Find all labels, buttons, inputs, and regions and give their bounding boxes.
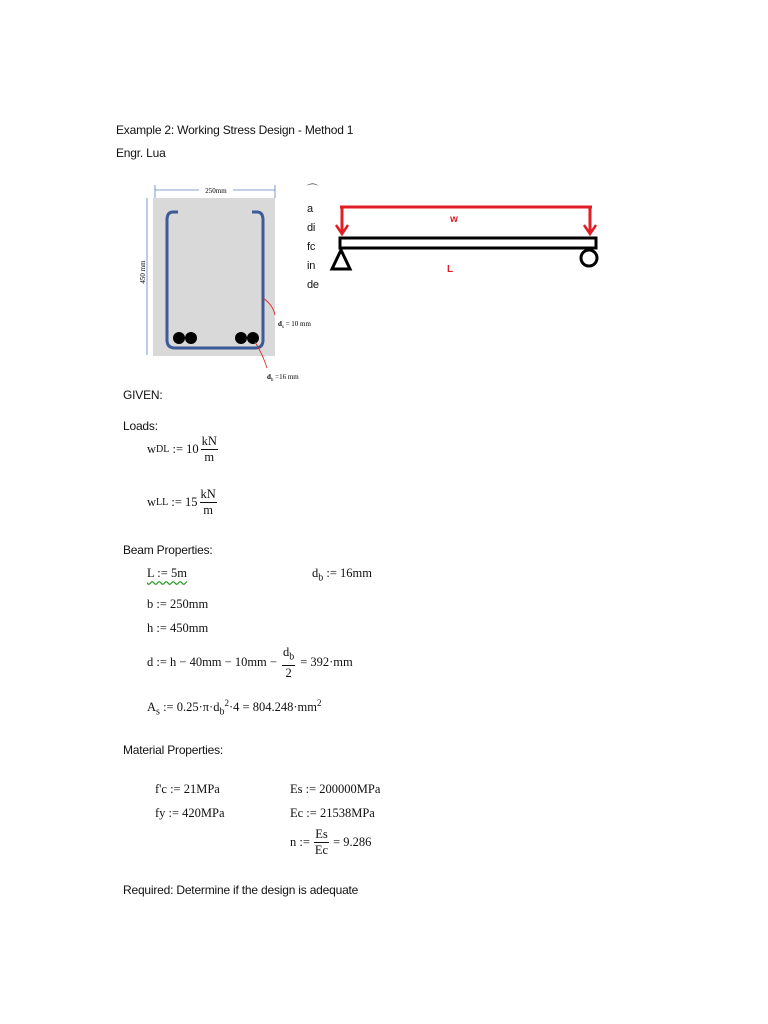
rebar-3 (235, 332, 247, 344)
given-heading: GIVEN: (123, 388, 163, 402)
live-load-equation: w LL := 15 $\frac{kN}{m}$ (147, 487, 216, 517)
steel-modulus-equation: Es := 200000MPa (290, 782, 381, 796)
height-label: 450 mm (139, 260, 147, 284)
width-label: 250mm (205, 187, 227, 195)
concrete-modulus-equation: Ec := 21538MPa (290, 806, 375, 820)
material-properties-heading: Material Properties: (123, 743, 224, 757)
beam-member (340, 238, 596, 248)
roller-support (581, 250, 597, 266)
pin-support (332, 250, 350, 269)
document-title: Example 2: Working Stress Design - Method 1 (116, 123, 354, 137)
loads-heading: Loads: (123, 419, 158, 433)
bar-label: $d_b =16$ mm (267, 373, 299, 383)
beam-cross-section-figure (135, 180, 320, 390)
dead-load-equation: w DL := 10 $\frac{kN}{m}$ (147, 434, 217, 464)
height-equation: h := 450mm (147, 621, 209, 635)
cropped-text-column: ⌒ a di fc in de (307, 184, 319, 291)
rebar-2 (185, 332, 197, 344)
concrete-section (153, 198, 275, 356)
beam-properties-heading: Beam Properties: (123, 543, 213, 557)
simply-supported-beam-figure (322, 195, 612, 285)
load-label: w (450, 214, 458, 225)
effective-depth-equation: d := h − 40mm − 10mm − $\frac{d_b}{2}$ = 392·mm (147, 645, 353, 680)
rebar-1 (173, 332, 185, 344)
span-length-equation: L := 5m (147, 566, 187, 580)
author-line: Engr. Lua (116, 146, 166, 160)
required-statement: Required: Determine if the design is adequate (123, 883, 359, 897)
modular-ratio-equation: n := $\frac{Es}{Ec}$ = 9.286 (290, 827, 372, 857)
steel-area-equation: $A_s$ := $0.25\cdot\pi\cdot d_b^2\cdot 4 = 804.248\cdot mm^2$ (147, 698, 322, 718)
steel-yield-equation: fy := 420MPa (155, 806, 225, 820)
bar-diameter-equation: $d_b$ := 16mm (312, 566, 372, 584)
span-label: L (446, 264, 454, 275)
stirrup-label: $d_s = 10$ mm (278, 320, 311, 330)
width-equation: b := 250mm (147, 597, 209, 611)
concrete-strength-equation: f'c := 21MPa (155, 782, 220, 796)
rebar-4 (247, 332, 259, 344)
